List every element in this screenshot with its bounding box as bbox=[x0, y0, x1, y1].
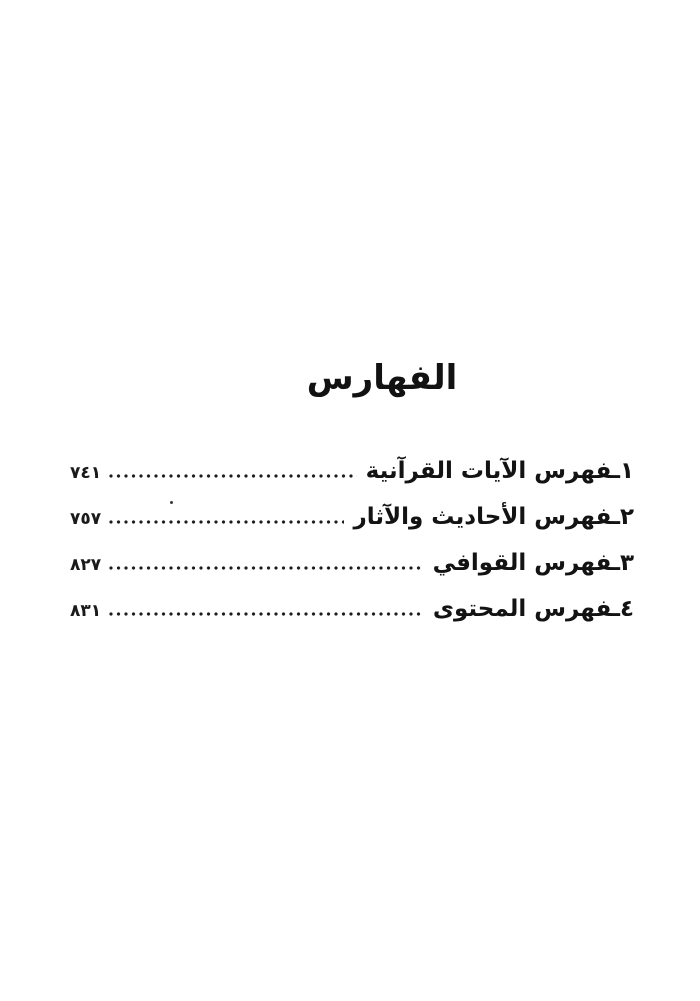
toc-page-number: ٨٢٧ bbox=[70, 555, 102, 575]
index-list bbox=[70, 448, 634, 632]
toc-entry-label: ٤ـفهرس المحتوى bbox=[432, 596, 634, 622]
toc-row bbox=[70, 540, 634, 586]
dot-leader bbox=[108, 612, 424, 616]
dot-leader bbox=[108, 474, 357, 478]
dot-leader bbox=[108, 520, 344, 524]
toc-row bbox=[70, 586, 634, 632]
toc-entry-label: ٢ـفهرس الأحاديث والآثار bbox=[353, 504, 634, 530]
page-title: الفهارس bbox=[306, 358, 458, 398]
toc-row bbox=[70, 494, 634, 540]
toc-page-number: ٨٣١ bbox=[70, 601, 102, 621]
toc-row bbox=[70, 448, 634, 494]
scan-speck bbox=[170, 501, 173, 504]
toc-page-number: ٧٤١ bbox=[70, 463, 102, 483]
toc-page-number: ٧٥٧ bbox=[70, 509, 102, 529]
dot-leader bbox=[108, 566, 423, 570]
toc-entry-label: ١ـفهرس الآيات القرآنية bbox=[365, 458, 634, 484]
toc-entry-label: ٣ـفهرس القوافي bbox=[432, 550, 634, 576]
